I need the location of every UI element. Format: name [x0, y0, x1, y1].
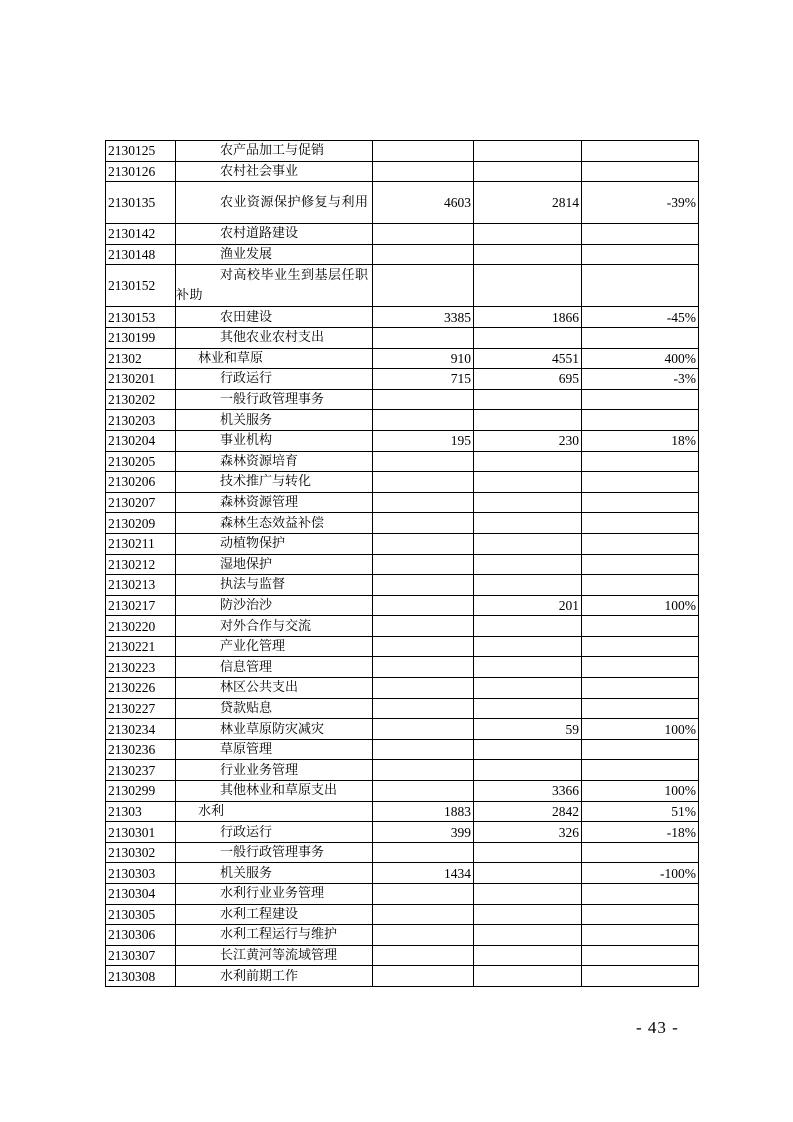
row-name-cell [176, 369, 373, 390]
table-row [106, 760, 699, 781]
row-name: 农业资源保护修复与利用 [220, 194, 369, 210]
budget-table-body [106, 141, 699, 987]
row-name-cell [176, 389, 373, 410]
row-name: 渔业发展 [220, 247, 273, 263]
row-code: 2130237 [106, 760, 176, 781]
row-code: 2130152 [106, 265, 176, 307]
row-name-cell [176, 327, 373, 348]
table-row [106, 389, 699, 410]
row-name: 执法与监督 [220, 577, 286, 593]
row-value-v1 [373, 575, 474, 596]
row-value-v3 [582, 925, 699, 946]
row-value-v1 [373, 760, 474, 781]
row-value-v3 [582, 636, 699, 657]
row-name-cell [176, 945, 373, 966]
table-row [106, 904, 699, 925]
row-name-cell [176, 760, 373, 781]
table-row [106, 884, 699, 905]
table-row [106, 595, 699, 616]
row-name: 产业化管理 [220, 639, 286, 655]
row-name: 湿地保护 [220, 556, 273, 572]
table-row [106, 822, 699, 843]
row-name-cell [176, 966, 373, 987]
row-value-v1: 715 [373, 369, 474, 390]
row-name-cell [176, 141, 373, 162]
row-code: 2130236 [106, 739, 176, 760]
row-code: 2130203 [106, 410, 176, 431]
row-value-v3 [582, 327, 699, 348]
row-code: 2130201 [106, 369, 176, 390]
row-name: 动植物保护 [220, 536, 286, 552]
row-value-v3 [582, 451, 699, 472]
row-code: 2130306 [106, 925, 176, 946]
row-name-cell [176, 265, 373, 307]
row-code: 2130211 [106, 533, 176, 554]
row-value-v2 [474, 554, 582, 575]
row-value-v2 [474, 616, 582, 637]
row-name: 行业业务管理 [220, 762, 299, 778]
row-value-v1: 910 [373, 348, 474, 369]
row-name: 水利工程建设 [220, 906, 299, 922]
row-code: 2130226 [106, 678, 176, 699]
row-value-v3 [582, 265, 699, 307]
row-name: 林业草原防灾减灾 [220, 721, 325, 737]
row-name-cell [176, 244, 373, 265]
row-name: 农产品加工与促销 [220, 143, 325, 159]
row-name: 行政运行 [220, 371, 273, 387]
table-row [106, 863, 699, 884]
row-code: 2130153 [106, 307, 176, 328]
table-row [106, 533, 699, 554]
row-value-v3 [582, 389, 699, 410]
row-value-v1 [373, 244, 474, 265]
row-value-v2 [474, 161, 582, 182]
row-code: 2130207 [106, 492, 176, 513]
row-value-v3 [582, 554, 699, 575]
row-code: 2130303 [106, 863, 176, 884]
row-value-v2 [474, 451, 582, 472]
row-value-v3 [582, 410, 699, 431]
table-row [106, 781, 699, 802]
row-value-v3 [582, 141, 699, 162]
row-value-v2 [474, 698, 582, 719]
row-code: 2130212 [106, 554, 176, 575]
row-value-v1: 1883 [373, 801, 474, 822]
table-row [106, 307, 699, 328]
table-row [106, 451, 699, 472]
table-row [106, 719, 699, 740]
row-value-v3 [582, 616, 699, 637]
row-value-v3: 100% [582, 595, 699, 616]
row-value-v1 [373, 739, 474, 760]
row-value-v2: 4551 [474, 348, 582, 369]
row-value-v3: 18% [582, 430, 699, 451]
row-value-v1 [373, 904, 474, 925]
row-name: 长江黄河等流域管理 [220, 948, 338, 964]
row-name-cell [176, 575, 373, 596]
row-value-v3 [582, 575, 699, 596]
row-value-v3 [582, 161, 699, 182]
row-value-v2 [474, 657, 582, 678]
row-code: 2130223 [106, 657, 176, 678]
row-value-v2 [474, 904, 582, 925]
table-row [106, 678, 699, 699]
row-value-v2: 3366 [474, 781, 582, 802]
row-name-cell [176, 884, 373, 905]
row-value-v3: 400% [582, 348, 699, 369]
row-value-v3 [582, 678, 699, 699]
row-name: 林业和草原 [198, 350, 264, 366]
row-value-v3 [582, 884, 699, 905]
row-value-v1 [373, 265, 474, 307]
row-name: 草原管理 [220, 742, 273, 758]
row-name-cell [176, 161, 373, 182]
table-row [106, 430, 699, 451]
row-name-cell [176, 657, 373, 678]
row-value-v3: -45% [582, 307, 699, 328]
table-row [106, 182, 699, 224]
row-value-v3 [582, 945, 699, 966]
row-code: 21303 [106, 801, 176, 822]
row-name: 农村社会事业 [220, 163, 299, 179]
row-name-cell [176, 925, 373, 946]
table-row [106, 513, 699, 534]
row-code: 2130126 [106, 161, 176, 182]
row-code: 2130206 [106, 472, 176, 493]
row-value-v1 [373, 698, 474, 719]
row-name-cell [176, 451, 373, 472]
row-name: 水利工程运行与维护 [220, 927, 338, 943]
row-value-v2 [474, 244, 582, 265]
row-code: 2130125 [106, 141, 176, 162]
table-row [106, 698, 699, 719]
row-value-v1 [373, 945, 474, 966]
row-value-v2 [474, 636, 582, 657]
table-row [106, 472, 699, 493]
row-name-cell [176, 822, 373, 843]
row-value-v1 [373, 410, 474, 431]
row-name-cell [176, 307, 373, 328]
row-value-v1 [373, 513, 474, 534]
row-name-cell [176, 533, 373, 554]
table-row [106, 492, 699, 513]
table-row [106, 410, 699, 431]
row-name: 农田建设 [220, 309, 273, 325]
row-name: 一般行政管理事务 [220, 392, 325, 408]
row-name-cell [176, 863, 373, 884]
row-value-v2 [474, 739, 582, 760]
row-value-v1 [373, 492, 474, 513]
row-value-v1 [373, 327, 474, 348]
row-name: 对高校毕业生到基层任职补助 [176, 267, 369, 303]
row-value-v3 [582, 472, 699, 493]
table-row [106, 925, 699, 946]
row-value-v3: -100% [582, 863, 699, 884]
row-value-v3: -3% [582, 369, 699, 390]
row-value-v1 [373, 451, 474, 472]
row-value-v1 [373, 472, 474, 493]
table-row [106, 161, 699, 182]
row-value-v1 [373, 616, 474, 637]
row-code: 2130199 [106, 327, 176, 348]
row-name-cell [176, 636, 373, 657]
row-name-cell [176, 224, 373, 245]
row-value-v1 [373, 884, 474, 905]
row-name-cell [176, 739, 373, 760]
row-code: 2130220 [106, 616, 176, 637]
row-code: 2130221 [106, 636, 176, 657]
row-name-cell [176, 410, 373, 431]
row-name: 机关服务 [220, 865, 273, 881]
row-value-v2 [474, 678, 582, 699]
row-value-v3: 51% [582, 801, 699, 822]
row-value-v2 [474, 966, 582, 987]
row-value-v2 [474, 389, 582, 410]
row-value-v2 [474, 224, 582, 245]
row-code: 2130204 [106, 430, 176, 451]
row-value-v2 [474, 575, 582, 596]
table-row [106, 657, 699, 678]
row-code: 2130142 [106, 224, 176, 245]
row-value-v1 [373, 781, 474, 802]
row-value-v2 [474, 492, 582, 513]
row-name: 贷款贴息 [220, 700, 273, 716]
row-value-v2: 1866 [474, 307, 582, 328]
row-name: 水利 [198, 803, 225, 819]
row-value-v3 [582, 492, 699, 513]
row-code: 2130305 [106, 904, 176, 925]
row-name: 水利行业业务管理 [220, 886, 325, 902]
row-code: 2130227 [106, 698, 176, 719]
row-value-v2 [474, 863, 582, 884]
table-row [106, 842, 699, 863]
row-value-v2 [474, 945, 582, 966]
row-code: 2130301 [106, 822, 176, 843]
row-name-cell [176, 595, 373, 616]
row-value-v1 [373, 224, 474, 245]
row-name: 其他农业农村支出 [220, 330, 325, 346]
table-row [106, 554, 699, 575]
row-name-cell [176, 430, 373, 451]
row-value-v2: 2842 [474, 801, 582, 822]
row-name-cell [176, 904, 373, 925]
row-value-v3 [582, 657, 699, 678]
table-row [106, 575, 699, 596]
row-value-v2: 695 [474, 369, 582, 390]
row-name-cell [176, 554, 373, 575]
row-code: 2130308 [106, 966, 176, 987]
row-value-v1 [373, 657, 474, 678]
row-value-v3 [582, 533, 699, 554]
row-name-cell [176, 678, 373, 699]
row-value-v3 [582, 904, 699, 925]
table-row [106, 945, 699, 966]
table-row [106, 616, 699, 637]
row-value-v2 [474, 842, 582, 863]
page-number: - 43 - [636, 1018, 679, 1037]
row-name: 事业机构 [220, 433, 273, 449]
row-value-v3 [582, 842, 699, 863]
table-row [106, 801, 699, 822]
row-name-cell [176, 182, 373, 224]
row-code: 2130302 [106, 842, 176, 863]
row-value-v1 [373, 161, 474, 182]
row-name-cell [176, 842, 373, 863]
row-name: 其他林业和草原支出 [220, 783, 338, 799]
row-code: 2130213 [106, 575, 176, 596]
row-name-cell [176, 719, 373, 740]
row-value-v1 [373, 141, 474, 162]
row-value-v3: 100% [582, 781, 699, 802]
table-row [106, 327, 699, 348]
table-row [106, 244, 699, 265]
row-code: 2130209 [106, 513, 176, 534]
row-name-cell [176, 698, 373, 719]
row-name: 信息管理 [220, 659, 273, 675]
row-code: 2130135 [106, 182, 176, 224]
row-code: 2130205 [106, 451, 176, 472]
row-value-v3: -18% [582, 822, 699, 843]
table-row [106, 265, 699, 307]
row-value-v1 [373, 554, 474, 575]
row-name: 水利前期工作 [220, 968, 299, 984]
row-name: 机关服务 [220, 412, 273, 428]
row-value-v2 [474, 141, 582, 162]
row-name-cell [176, 348, 373, 369]
row-value-v1 [373, 719, 474, 740]
row-value-v2 [474, 884, 582, 905]
row-name: 农村道路建设 [220, 226, 299, 242]
row-value-v3 [582, 224, 699, 245]
row-value-v2 [474, 327, 582, 348]
row-name: 森林资源管理 [220, 495, 299, 511]
row-name-cell [176, 492, 373, 513]
row-name: 对外合作与交流 [220, 618, 312, 634]
row-value-v3 [582, 513, 699, 534]
table-row [106, 224, 699, 245]
row-value-v1 [373, 595, 474, 616]
row-name-cell [176, 513, 373, 534]
row-code: 2130217 [106, 595, 176, 616]
row-code: 2130307 [106, 945, 176, 966]
row-value-v1 [373, 925, 474, 946]
row-value-v1: 399 [373, 822, 474, 843]
row-value-v3 [582, 739, 699, 760]
row-value-v3: -39% [582, 182, 699, 224]
row-value-v1: 3385 [373, 307, 474, 328]
row-value-v2 [474, 533, 582, 554]
row-value-v2: 201 [474, 595, 582, 616]
row-name: 森林生态效益补偿 [220, 515, 325, 531]
row-value-v2 [474, 925, 582, 946]
row-code: 2130299 [106, 781, 176, 802]
row-name: 林区公共支出 [220, 680, 299, 696]
row-code: 2130234 [106, 719, 176, 740]
row-value-v1 [373, 389, 474, 410]
row-code: 2130304 [106, 884, 176, 905]
row-name: 防沙治沙 [220, 597, 273, 613]
row-name-cell [176, 781, 373, 802]
table-row [106, 141, 699, 162]
budget-table [105, 140, 699, 987]
row-value-v2 [474, 472, 582, 493]
row-value-v3 [582, 760, 699, 781]
row-value-v2 [474, 513, 582, 534]
row-code: 2130148 [106, 244, 176, 265]
row-code: 2130202 [106, 389, 176, 410]
table-row [106, 739, 699, 760]
row-value-v1 [373, 636, 474, 657]
row-value-v1: 4603 [373, 182, 474, 224]
row-value-v2 [474, 265, 582, 307]
row-value-v1 [373, 966, 474, 987]
table-row [106, 348, 699, 369]
row-name-cell [176, 801, 373, 822]
row-value-v3 [582, 966, 699, 987]
row-value-v2: 59 [474, 719, 582, 740]
row-code: 21302 [106, 348, 176, 369]
row-value-v2: 326 [474, 822, 582, 843]
row-value-v1 [373, 678, 474, 699]
table-row [106, 369, 699, 390]
row-name-cell [176, 616, 373, 637]
row-name: 森林资源培育 [220, 453, 299, 469]
row-value-v1 [373, 533, 474, 554]
row-name-cell [176, 472, 373, 493]
row-value-v3 [582, 244, 699, 265]
row-name: 行政运行 [220, 824, 273, 840]
row-value-v2 [474, 410, 582, 431]
table-row [106, 966, 699, 987]
row-name: 一般行政管理事务 [220, 845, 325, 861]
row-value-v2 [474, 760, 582, 781]
table-row [106, 636, 699, 657]
row-value-v1: 195 [373, 430, 474, 451]
row-value-v1: 1434 [373, 863, 474, 884]
row-value-v3: 100% [582, 719, 699, 740]
row-value-v1 [373, 842, 474, 863]
row-value-v2: 2814 [474, 182, 582, 224]
row-name: 技术推广与转化 [220, 474, 312, 490]
row-value-v2: 230 [474, 430, 582, 451]
row-value-v3 [582, 698, 699, 719]
